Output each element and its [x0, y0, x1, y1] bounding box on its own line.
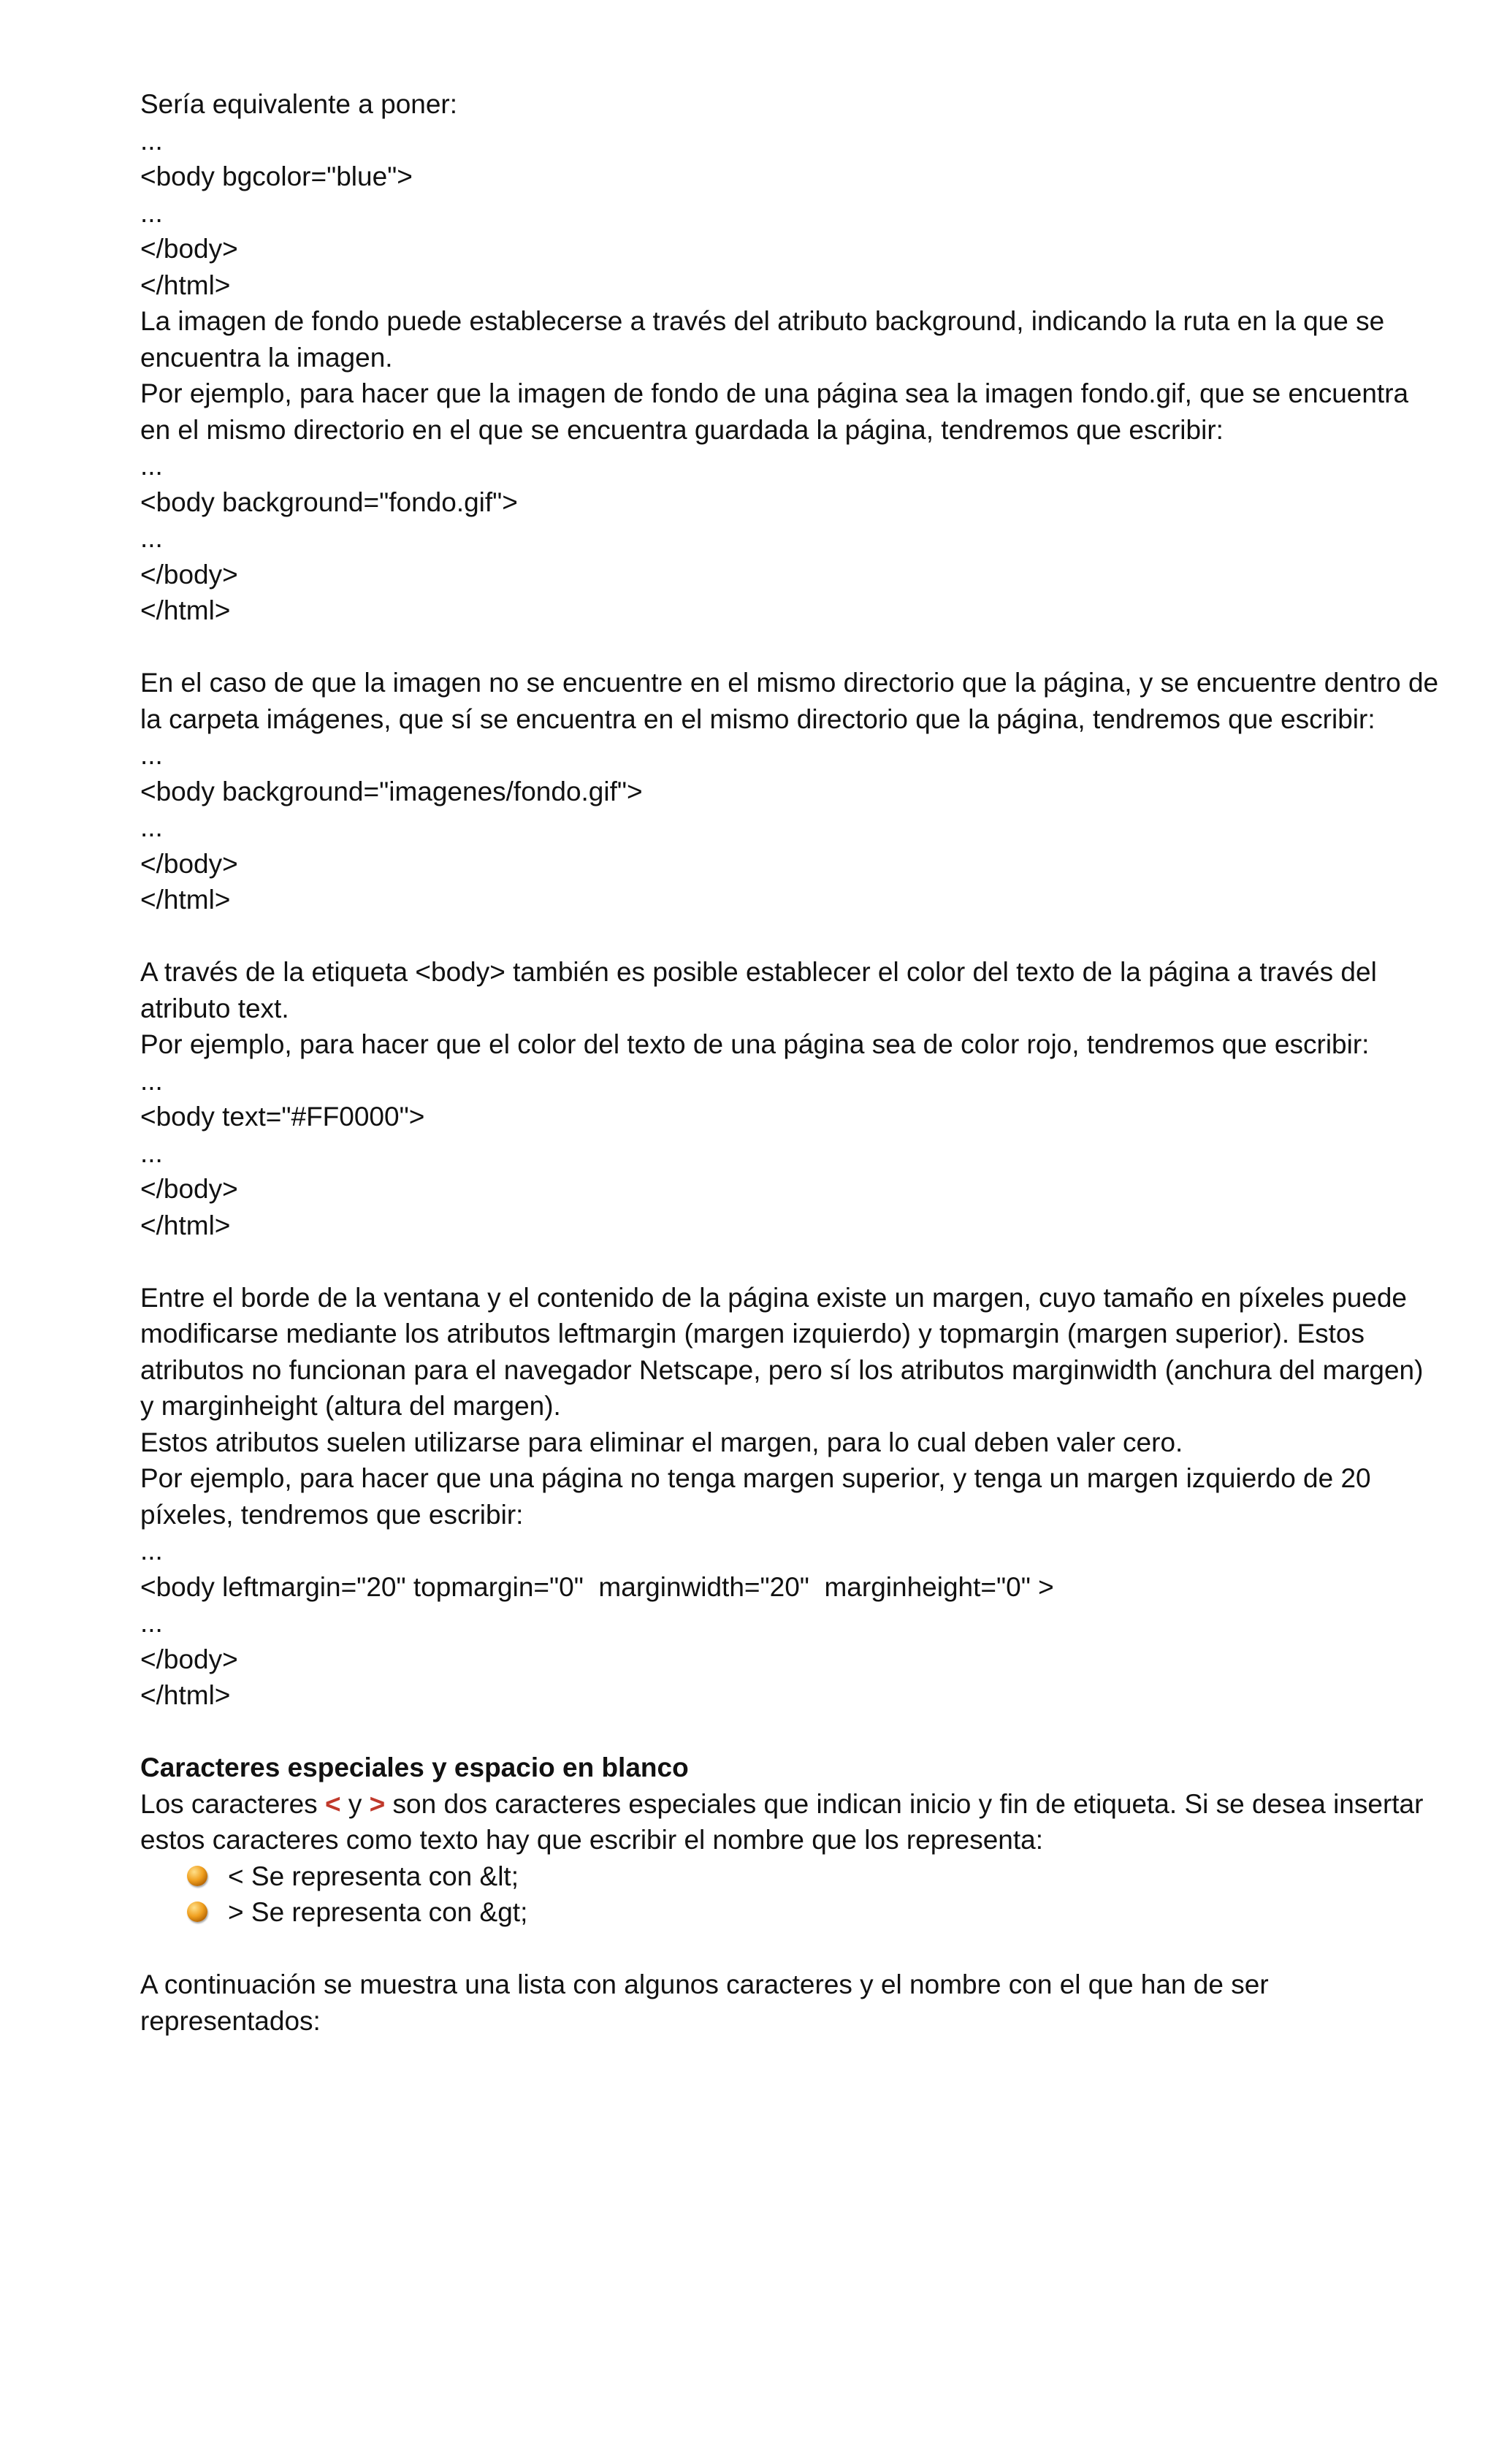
code-block-bgcolor [140, 86, 1440, 303]
paragraph-list-intro: A continuación se muestra una lista con algunos caracteres y el nombre con el que han de ser representados: [140, 1969, 1269, 2036]
list-item-text: < Se representa con &lt; [228, 1861, 519, 1891]
text-line: </html> [140, 270, 231, 300]
list-item [187, 1858, 1440, 1895]
paragraph-example-fondo: Por ejemplo, para hacer que la imagen de fondo de una página sea la imagen fondo.gif, que se encuentra en el mismo directorio en el que se encuentra guardada la página, tendremos que escribir: [140, 378, 1409, 445]
text-line: </html> [140, 1680, 231, 1710]
text-line: </body> [140, 1644, 238, 1674]
orange-sphere-bullet-icon [187, 1902, 207, 1922]
highlight-lt: < [324, 1788, 341, 1819]
text-line: ... [140, 197, 163, 228]
text-line: </body> [140, 1174, 238, 1204]
paragraph-background: La imagen de fondo puede establecerse a través del atributo background, indicando la ruta en la que se encuentra la imagen. [140, 306, 1385, 373]
code-block-text [140, 1063, 1440, 1244]
text-line: ... [140, 1608, 163, 1638]
paragraph-zero: Estos atributos suelen utilizarse para eliminar el margen, para lo cual deben valer cero. [140, 1427, 1183, 1457]
section-heading: Caracteres especiales y espacio en blanco [140, 1752, 689, 1782]
text-line: </html> [140, 1210, 231, 1240]
text-line: Sería equivalente a poner: [140, 89, 458, 119]
paragraph-folder: En el caso de que la imagen no se encuentre en el mismo directorio que la página, y se encuentre dentro de la carpeta imágenes, que sí se encuentra en el mismo directorio que la página, tendremos que escribir: [140, 668, 1439, 734]
document-page [140, 86, 1440, 2039]
text-line: ... [140, 125, 163, 156]
code-block-background [140, 448, 1440, 629]
text-line: ... [140, 1536, 163, 1565]
blank-line [140, 1243, 1440, 1280]
text-line: ... [140, 451, 163, 481]
orange-sphere-bullet-icon [187, 1866, 207, 1886]
text-line: <body bgcolor="blue"> [140, 161, 413, 191]
text-line: <body leftmargin="20" topmargin="0" marginwidth="20" marginheight="0" > [140, 1571, 1054, 1602]
text-line: ... [140, 812, 163, 842]
list-item [187, 1894, 1440, 1931]
text-line: </html> [140, 885, 231, 915]
text-line: ... [140, 1065, 163, 1096]
paragraph-example-margin: Por ejemplo, para hacer que una página no tenga margen superior, y tenga un margen izquierdo de 20 píxeles, tendremos que escribir: [140, 1463, 1371, 1530]
text-line: </body> [140, 234, 238, 264]
paragraph-text-attribute: A través de la etiqueta <body> también es posible establecer el color del texto de la página a través del atributo text. [140, 957, 1377, 1023]
paragraph-margin: Entre el borde de la ventana y el contenido de la página existe un margen, cuyo tamaño en píxeles puede modificarse mediante los atributos leftmargin (margen izquierdo) y topmargin (margen superior). Estos atributos no funcionan para el navegador Netscape, pero sí los atributos marginwidth (anchura del margen) y marginheight (altura del margen). [140, 1282, 1424, 1421]
text-line: <body background="fondo.gif"> [140, 487, 518, 517]
text-line: </body> [140, 848, 238, 879]
paragraph-special-chars [140, 1786, 1440, 1858]
paragraph-example-rojo: Por ejemplo, para hacer que el color del texto de una página sea de color rojo, tendremos que escribir: [140, 1029, 1370, 1059]
code-block-margins [140, 1533, 1440, 1714]
code-block-background-folder [140, 737, 1440, 918]
text-line: <body background="imagenes/fondo.gif"> [140, 776, 643, 806]
bullet-list [140, 1858, 1440, 1931]
blank-line [140, 629, 1440, 665]
list-item-text: > Se representa con &gt; [228, 1897, 528, 1927]
highlight-gt: > [369, 1788, 386, 1819]
text-segment: y [340, 1788, 370, 1819]
text-line: ... [140, 1137, 163, 1168]
text-line: </body> [140, 559, 238, 590]
text-segment: Los caracteres [140, 1788, 325, 1819]
blank-line [140, 1931, 1440, 1967]
text-segment: son dos caracteres especiales que indican inicio y fin de etiqueta. Si se desea insertar estos caracteres como texto hay que escribir el nombre que los representa: [140, 1788, 1424, 1855]
text-line: ... [140, 523, 163, 553]
text-line: <body text="#FF0000"> [140, 1102, 425, 1132]
text-line: </html> [140, 595, 231, 625]
blank-line [140, 918, 1440, 955]
text-line: ... [140, 740, 163, 770]
blank-line [140, 1714, 1440, 1750]
